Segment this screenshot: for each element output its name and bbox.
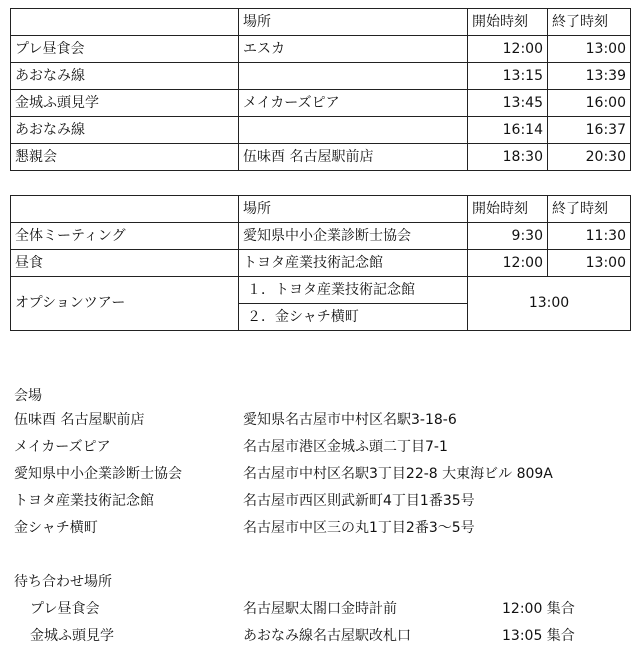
end-time-cell: 13:00 [548, 36, 631, 63]
event-name-cell: プレ昼食会 [11, 36, 239, 63]
table-header-row [11, 196, 631, 223]
start-time-cell: 13:15 [468, 63, 548, 90]
end-time-cell: 16:37 [548, 117, 631, 144]
option-place-2: ２．金シャチ横町 [247, 309, 359, 325]
place-cell: トヨタ産業技術記念館 [239, 250, 468, 277]
place-cell: エスカ [239, 36, 468, 63]
venue-address: 名古屋市西区則武新町4丁目1番35号 [243, 493, 475, 509]
start-time-cell: 12:00 [468, 250, 548, 277]
header-end-cell: 終了時刻 [548, 9, 631, 36]
list-item [0, 489, 640, 513]
schedule-table-1 [10, 8, 631, 171]
venue-name: 伍味酉 名古屋駅前店 [14, 412, 145, 428]
header-name-cell [11, 196, 239, 223]
start-time-cell: 18:30 [468, 144, 548, 171]
end-time-cell: 20:30 [548, 144, 631, 171]
header-place-cell: 場所 [239, 196, 468, 223]
event-name-cell: あおなみ線 [11, 117, 239, 144]
meeting-place: あおなみ線名古屋駅改札口 [243, 628, 411, 644]
meeting-place: 名古屋駅太閤口金時計前 [243, 601, 397, 617]
end-time-cell: 16:00 [548, 90, 631, 117]
meeting-event: プレ昼食会 [30, 601, 100, 617]
meeting-title: 待ち合わせ場所 [14, 574, 112, 590]
event-name-cell: あおなみ線 [11, 63, 239, 90]
list-item [0, 597, 640, 621]
event-name-cell: 全体ミーティング [11, 223, 239, 250]
schedule-table-2 [10, 195, 631, 331]
end-time-cell: 11:30 [548, 223, 631, 250]
table-row [11, 117, 631, 144]
start-time-cell: 13:45 [468, 90, 548, 117]
place-cell [239, 63, 468, 90]
header-end-cell: 終了時刻 [548, 196, 631, 223]
venue-address: 名古屋市中区三の丸1丁目2番3～5号 [243, 520, 475, 536]
meeting-event: 金城ふ頭見学 [30, 628, 114, 644]
venues-title: 会場 [14, 388, 42, 404]
list-item [0, 462, 640, 486]
list-item [0, 408, 640, 432]
event-name-cell: 昼食 [11, 250, 239, 277]
list-item [0, 624, 640, 648]
venue-address: 名古屋市中村区名駅3丁目22-8 大東海ビル 809A [243, 466, 553, 482]
option-place-1: １．トヨタ産業技術記念館 [239, 277, 467, 304]
start-time-cell: 9:30 [468, 223, 548, 250]
venue-name: メイカーズピア [14, 439, 111, 455]
option-tour-row [11, 277, 631, 331]
table-row [11, 90, 631, 117]
table-row [11, 63, 631, 90]
end-time-cell: 13:39 [548, 63, 631, 90]
venue-name: 金シャチ横町 [14, 520, 98, 536]
place-cell: メイカーズピア [239, 90, 468, 117]
table-row [11, 36, 631, 63]
start-time-cell: 12:00 [468, 36, 548, 63]
venue-name: トヨタ産業技術記念館 [14, 493, 154, 509]
event-name-cell: 懇親会 [11, 144, 239, 171]
header-place-cell: 場所 [239, 9, 468, 36]
header-name-cell [11, 9, 239, 36]
end-time-cell: 13:00 [548, 250, 631, 277]
event-name-cell: 金城ふ頭見学 [11, 90, 239, 117]
table-row [11, 250, 631, 277]
header-start-cell: 開始時刻 [468, 196, 548, 223]
table-header-row [11, 9, 631, 36]
header-start-cell: 開始時刻 [468, 9, 548, 36]
venue-address: 名古屋市港区金城ふ頭二丁目7-1 [243, 439, 448, 455]
option-tour-name-cell: オプションツアー [11, 277, 239, 331]
venue-name: 愛知県中小企業診断士協会 [14, 466, 182, 482]
venue-address: 愛知県名古屋市中村区名駅3-18-6 [243, 412, 457, 428]
table-row [11, 223, 631, 250]
meeting-time: 12:00 集合 [502, 601, 575, 617]
list-item [0, 435, 640, 459]
place-cell: 伍味酉 名古屋駅前店 [239, 144, 468, 171]
place-cell: 愛知県中小企業診断士協会 [239, 223, 468, 250]
meeting-time: 13:05 集合 [502, 628, 575, 644]
option-start-time-cell: 13:00 [468, 277, 631, 331]
list-item [0, 516, 640, 540]
place-cell [239, 117, 468, 144]
option-tour-places-cell [239, 277, 468, 331]
table-row [11, 144, 631, 171]
start-time-cell: 16:14 [468, 117, 548, 144]
